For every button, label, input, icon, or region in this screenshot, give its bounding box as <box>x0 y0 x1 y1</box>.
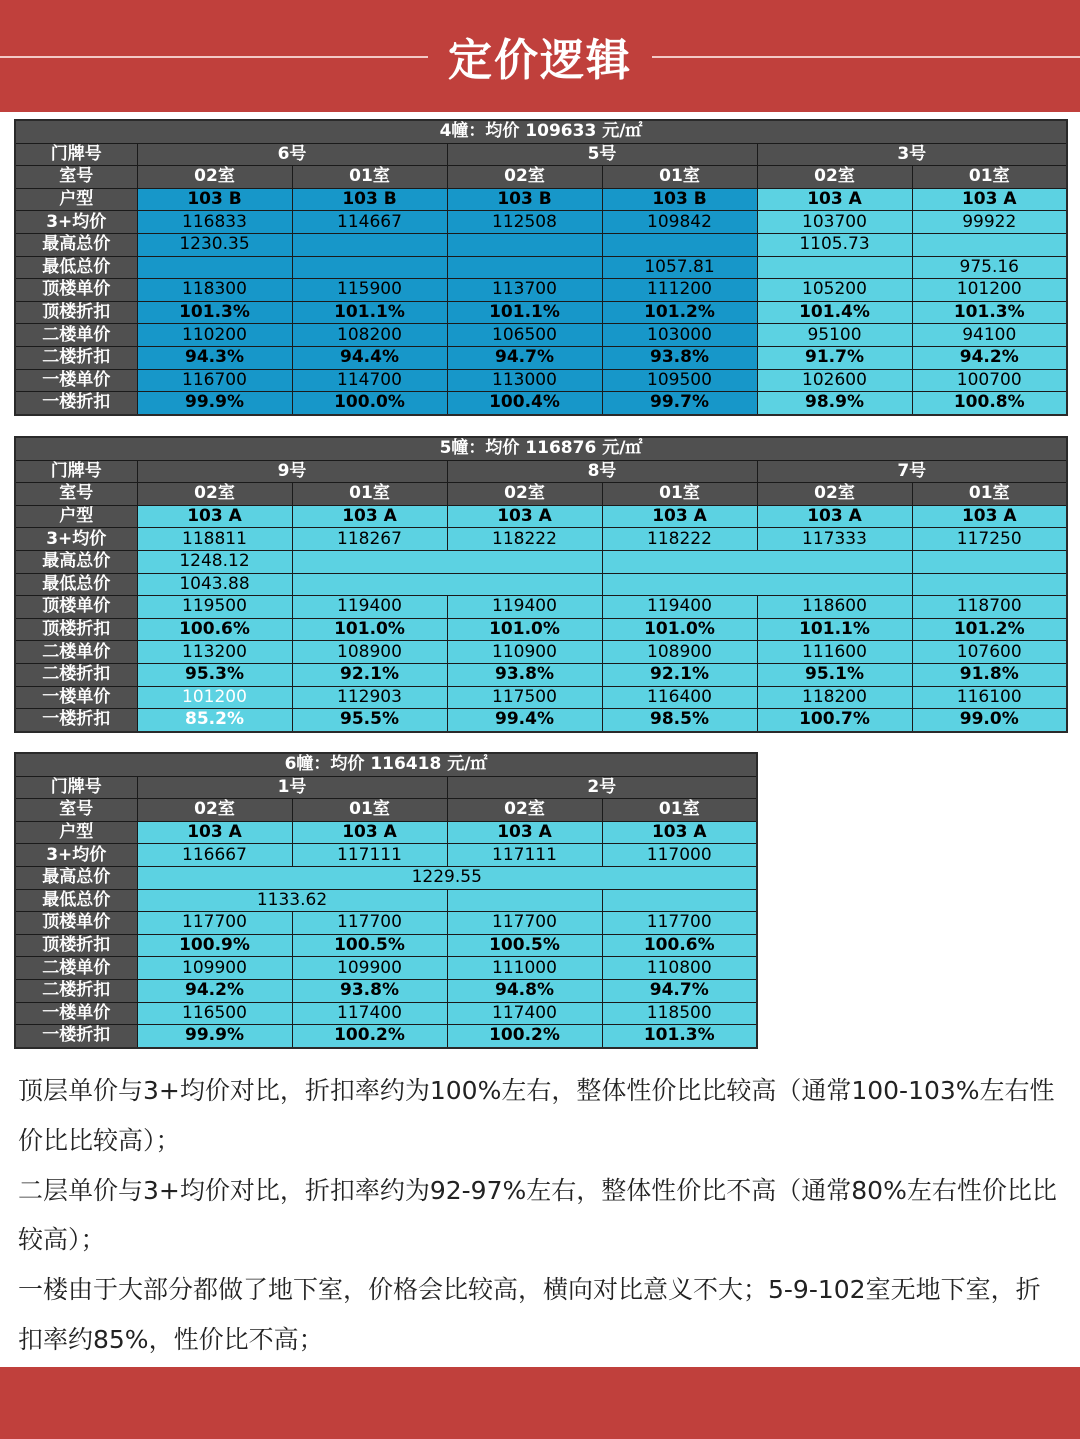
row-label: 二楼折扣 <box>15 979 137 1002</box>
row-label: 二楼折扣 <box>15 346 137 369</box>
table-cell: 101.2% <box>602 301 757 324</box>
table-cell: 116833 <box>137 211 292 234</box>
table-cell: 117400 <box>447 1002 602 1025</box>
table-cell: 108200 <box>292 324 447 347</box>
table-row <box>15 483 1067 506</box>
row-label: 户型 <box>15 505 137 528</box>
table-cell: 118222 <box>602 528 757 551</box>
table-cell: 92.1% <box>292 663 447 686</box>
table-cell: 112508 <box>447 211 602 234</box>
table-cell: 103 B <box>137 188 292 211</box>
row-label: 顶楼折扣 <box>15 934 137 957</box>
table-cell: 85.2% <box>137 709 292 732</box>
table-header-row <box>15 753 757 776</box>
table-cell: 119500 <box>137 596 292 619</box>
table-row <box>15 1025 757 1048</box>
table-cell: 94.3% <box>137 346 292 369</box>
table-cell: 117111 <box>447 844 602 867</box>
table-row <box>15 256 1067 279</box>
table-cell: 99.9% <box>137 392 292 415</box>
table-cell: 118500 <box>602 1002 757 1025</box>
table-cell <box>447 889 602 912</box>
table-cell <box>292 256 447 279</box>
table-row <box>15 821 757 844</box>
row-label: 最高总价 <box>15 550 137 573</box>
room-number: 02室 <box>137 799 292 822</box>
table-cell: 101.3% <box>602 1025 757 1048</box>
room-number: 02室 <box>757 166 912 189</box>
table-cell: 119400 <box>602 596 757 619</box>
table-cell: 108900 <box>292 641 447 664</box>
table-cell: 100.0% <box>292 392 447 415</box>
table-cell: 103 A <box>757 505 912 528</box>
table-cell: 1057.81 <box>602 256 757 279</box>
building6-table <box>14 752 758 1049</box>
row-label: 3+均价 <box>15 844 137 867</box>
table-row <box>15 641 1067 664</box>
table-cell: 100.8% <box>912 392 1067 415</box>
row-label: 一楼折扣 <box>15 1025 137 1048</box>
table-cell: 101200 <box>912 279 1067 302</box>
room-number: 02室 <box>447 483 602 506</box>
table-row <box>15 166 1067 189</box>
table-cell: 95100 <box>757 324 912 347</box>
row-label: 一楼单价 <box>15 369 137 392</box>
table-cell: 109900 <box>292 957 447 980</box>
room-number: 02室 <box>137 483 292 506</box>
table-cell <box>602 550 912 573</box>
table-cell: 103 A <box>447 505 602 528</box>
table-cell: 114700 <box>292 369 447 392</box>
table-cell: 105200 <box>757 279 912 302</box>
table-cell: 111600 <box>757 641 912 664</box>
table-cell: 119400 <box>447 596 602 619</box>
table-cell: 103 A <box>602 505 757 528</box>
table-cell: 103 A <box>137 505 292 528</box>
table-row <box>15 143 1067 166</box>
row-label: 最低总价 <box>15 889 137 912</box>
table-row <box>15 301 1067 324</box>
table-cell: 100.6% <box>602 934 757 957</box>
table-cell: 118600 <box>757 596 912 619</box>
table-cell: 91.7% <box>757 346 912 369</box>
table-row <box>15 233 1067 256</box>
row-label: 门牌号 <box>15 460 137 483</box>
row-label: 一楼单价 <box>15 686 137 709</box>
table-cell: 116100 <box>912 686 1067 709</box>
table-cell: 117111 <box>292 844 447 867</box>
table-cell: 94.7% <box>447 346 602 369</box>
table-cell <box>447 233 602 256</box>
table-cell <box>602 573 912 596</box>
table-cell: 99.7% <box>602 392 757 415</box>
table-row <box>15 957 757 980</box>
table-row <box>15 528 1067 551</box>
table-cell: 103 B <box>447 188 602 211</box>
table-cell: 103 B <box>292 188 447 211</box>
table-cell: 1105.73 <box>757 233 912 256</box>
table-cell: 101.3% <box>137 301 292 324</box>
table-cell: 94100 <box>912 324 1067 347</box>
table-header-row <box>15 437 1067 460</box>
row-label: 二楼单价 <box>15 324 137 347</box>
table-cell: 118200 <box>757 686 912 709</box>
table-cell: 117700 <box>602 912 757 935</box>
note-paragraph: 一楼由于大部分都做了地下室，价格会比较高，横向对比意义不大；5-9-102室无地下室，折扣率约85%，性价比不高； <box>18 1275 1041 1354</box>
table-row <box>15 369 1067 392</box>
table-cell: 1229.55 <box>137 866 757 889</box>
table-cell: 117700 <box>447 912 602 935</box>
row-label: 二楼折扣 <box>15 663 137 686</box>
table-cell: 103 B <box>602 188 757 211</box>
table-cell: 113200 <box>137 641 292 664</box>
table-cell: 111000 <box>447 957 602 980</box>
room-number: 02室 <box>447 799 602 822</box>
table-cell: 101.4% <box>757 301 912 324</box>
table-cell: 99.4% <box>447 709 602 732</box>
table-cell <box>602 889 757 912</box>
table-row <box>15 799 757 822</box>
table-cell: 113700 <box>447 279 602 302</box>
room-number: 01室 <box>292 799 447 822</box>
note-paragraph: 顶层单价与3+均价对比，折扣率约为100%左右，整体性价比比较高（通常100-103%左右性价比比较高）； <box>18 1076 1055 1155</box>
table-row <box>15 505 1067 528</box>
table-row <box>15 211 1067 234</box>
table-cell: 93.8% <box>292 979 447 1002</box>
table-cell: 103 A <box>757 188 912 211</box>
building5-header: 5幢：均价 116876 元/㎡ <box>15 437 1067 460</box>
building4-table <box>14 119 1068 416</box>
table-row <box>15 934 757 957</box>
building4-header: 4幢：均价 109633 元/㎡ <box>15 120 1067 143</box>
door-number: 7号 <box>757 460 1067 483</box>
table-cell: 975.16 <box>912 256 1067 279</box>
table-cell <box>912 573 1067 596</box>
table-cell: 100.4% <box>447 392 602 415</box>
table-row <box>15 279 1067 302</box>
table-cell: 110900 <box>447 641 602 664</box>
page-title: 定价逻辑 <box>448 35 632 86</box>
door-number: 5号 <box>447 143 757 166</box>
room-number: 01室 <box>602 483 757 506</box>
building6-header: 6幢：均价 116418 元/㎡ <box>15 753 757 776</box>
door-number: 3号 <box>757 143 1067 166</box>
table-cell <box>757 256 912 279</box>
table-cell: 101.0% <box>447 618 602 641</box>
table-cell: 100.5% <box>292 934 447 957</box>
row-label: 顶楼单价 <box>15 912 137 935</box>
table-cell: 111200 <box>602 279 757 302</box>
table-cell: 93.8% <box>447 663 602 686</box>
table-cell: 116500 <box>137 1002 292 1025</box>
table-row <box>15 324 1067 347</box>
table-cell: 101.0% <box>292 618 447 641</box>
row-label: 室号 <box>15 483 137 506</box>
table-cell: 117250 <box>912 528 1067 551</box>
table-row <box>15 550 1067 573</box>
row-label: 室号 <box>15 166 137 189</box>
table-cell: 118811 <box>137 528 292 551</box>
table-cell: 94.2% <box>137 979 292 1002</box>
table-cell: 117400 <box>292 1002 447 1025</box>
table-row <box>15 776 757 799</box>
table-cell <box>292 233 447 256</box>
table-cell <box>912 233 1067 256</box>
row-label: 二楼单价 <box>15 641 137 664</box>
table-cell: 103 A <box>292 821 447 844</box>
table-cell: 98.5% <box>602 709 757 732</box>
table-row <box>15 889 757 912</box>
table-cell: 94.7% <box>602 979 757 1002</box>
table-cell <box>447 256 602 279</box>
table-row <box>15 596 1067 619</box>
table-cell: 100.2% <box>292 1025 447 1048</box>
table-row <box>15 663 1067 686</box>
table-cell: 103 A <box>912 505 1067 528</box>
table-cell: 93.8% <box>602 346 757 369</box>
table-cell: 92.1% <box>602 663 757 686</box>
table-cell: 107600 <box>912 641 1067 664</box>
table-cell: 109842 <box>602 211 757 234</box>
table-cell <box>912 550 1067 573</box>
row-label: 3+均价 <box>15 528 137 551</box>
table-cell: 118267 <box>292 528 447 551</box>
table-row <box>15 1002 757 1025</box>
table-cell: 117333 <box>757 528 912 551</box>
table-cell: 103 A <box>137 821 292 844</box>
room-number: 02室 <box>137 166 292 189</box>
table-cell: 108900 <box>602 641 757 664</box>
table-cell: 110200 <box>137 324 292 347</box>
table-cell: 109500 <box>602 369 757 392</box>
note-paragraph: 二层单价与3+均价对比，折扣率约为92-97%左右，整体性价比不高（通常80%左右性价比比较高）； <box>18 1175 1057 1255</box>
table-row <box>15 346 1067 369</box>
room-number: 01室 <box>292 166 447 189</box>
table-row <box>15 844 757 867</box>
table-cell <box>602 233 757 256</box>
table-cell: 116700 <box>137 369 292 392</box>
table-cell: 101200 <box>137 686 292 709</box>
table-row <box>15 392 1067 415</box>
table-cell: 95.5% <box>292 709 447 732</box>
table-cell: 103 A <box>602 821 757 844</box>
table-cell: 100.2% <box>447 1025 602 1048</box>
table-cell: 94.8% <box>447 979 602 1002</box>
table-cell: 101.0% <box>602 618 757 641</box>
row-label: 一楼折扣 <box>15 392 137 415</box>
table-row <box>15 188 1067 211</box>
table-cell: 95.1% <box>757 663 912 686</box>
table-cell: 116667 <box>137 844 292 867</box>
table-cell: 1133.62 <box>137 889 447 912</box>
table-row <box>15 866 757 889</box>
notes <box>18 1066 1063 1365</box>
row-label: 最低总价 <box>15 573 137 596</box>
room-number: 01室 <box>912 483 1067 506</box>
room-number: 02室 <box>757 483 912 506</box>
table-cell: 101.3% <box>912 301 1067 324</box>
door-number: 1号 <box>137 776 447 799</box>
table-cell: 1248.12 <box>137 550 292 573</box>
table-cell: 118222 <box>447 528 602 551</box>
row-label: 顶楼折扣 <box>15 618 137 641</box>
table-cell: 94.4% <box>292 346 447 369</box>
table-cell: 109900 <box>137 957 292 980</box>
table-cell <box>137 256 292 279</box>
row-label: 最低总价 <box>15 256 137 279</box>
table-cell: 100.5% <box>447 934 602 957</box>
row-label: 顶楼折扣 <box>15 301 137 324</box>
table-cell: 110800 <box>602 957 757 980</box>
table-row <box>15 979 757 1002</box>
table-row <box>15 912 757 935</box>
table-cell: 116400 <box>602 686 757 709</box>
table-cell <box>292 550 602 573</box>
row-label: 门牌号 <box>15 143 137 166</box>
table-cell: 114667 <box>292 211 447 234</box>
table-row <box>15 618 1067 641</box>
footer-band <box>0 1367 1080 1439</box>
table-row <box>15 686 1067 709</box>
table-cell: 99.0% <box>912 709 1067 732</box>
room-number: 01室 <box>292 483 447 506</box>
door-number: 6号 <box>137 143 447 166</box>
table-cell: 100.7% <box>757 709 912 732</box>
row-label: 户型 <box>15 821 137 844</box>
table-cell: 102600 <box>757 369 912 392</box>
row-label: 一楼折扣 <box>15 709 137 732</box>
table-cell: 106500 <box>447 324 602 347</box>
table-cell: 113000 <box>447 369 602 392</box>
building5-table <box>14 436 1068 733</box>
table-cell: 95.3% <box>137 663 292 686</box>
table-row <box>15 460 1067 483</box>
table-cell: 117700 <box>292 912 447 935</box>
room-number: 01室 <box>602 799 757 822</box>
row-label: 户型 <box>15 188 137 211</box>
door-number: 9号 <box>137 460 447 483</box>
table-cell: 117700 <box>137 912 292 935</box>
table-cell: 103 A <box>292 505 447 528</box>
row-label: 一楼单价 <box>15 1002 137 1025</box>
room-number: 02室 <box>447 166 602 189</box>
table-cell: 100.6% <box>137 618 292 641</box>
table-cell: 103 A <box>447 821 602 844</box>
table-header-row <box>15 120 1067 143</box>
row-label: 门牌号 <box>15 776 137 799</box>
row-label: 3+均价 <box>15 211 137 234</box>
table-cell: 101.2% <box>912 618 1067 641</box>
table-cell: 112903 <box>292 686 447 709</box>
table-cell: 117500 <box>447 686 602 709</box>
table-cell: 1230.35 <box>137 233 292 256</box>
table-cell <box>292 573 602 596</box>
table-cell: 98.9% <box>757 392 912 415</box>
table-cell: 115900 <box>292 279 447 302</box>
row-label: 室号 <box>15 799 137 822</box>
table-cell: 91.8% <box>912 663 1067 686</box>
table-cell: 118300 <box>137 279 292 302</box>
table-row <box>15 709 1067 732</box>
room-number: 01室 <box>602 166 757 189</box>
table-cell: 103 A <box>912 188 1067 211</box>
table-cell: 100.9% <box>137 934 292 957</box>
table-cell: 119400 <box>292 596 447 619</box>
table-cell: 117000 <box>602 844 757 867</box>
table-cell: 101.1% <box>292 301 447 324</box>
row-label: 最高总价 <box>15 233 137 256</box>
table-cell: 103000 <box>602 324 757 347</box>
table-cell: 99922 <box>912 211 1067 234</box>
table-cell: 1043.88 <box>137 573 292 596</box>
table-cell: 103700 <box>757 211 912 234</box>
row-label: 最高总价 <box>15 866 137 889</box>
door-number: 8号 <box>447 460 757 483</box>
table-cell: 101.1% <box>757 618 912 641</box>
row-label: 二楼单价 <box>15 957 137 980</box>
table-cell: 100700 <box>912 369 1067 392</box>
row-label: 顶楼单价 <box>15 279 137 302</box>
door-number: 2号 <box>447 776 757 799</box>
table-cell: 99.9% <box>137 1025 292 1048</box>
row-label: 顶楼单价 <box>15 596 137 619</box>
table-cell: 101.1% <box>447 301 602 324</box>
table-row <box>15 573 1067 596</box>
room-number: 01室 <box>912 166 1067 189</box>
table-cell: 118700 <box>912 596 1067 619</box>
table-cell: 94.2% <box>912 346 1067 369</box>
